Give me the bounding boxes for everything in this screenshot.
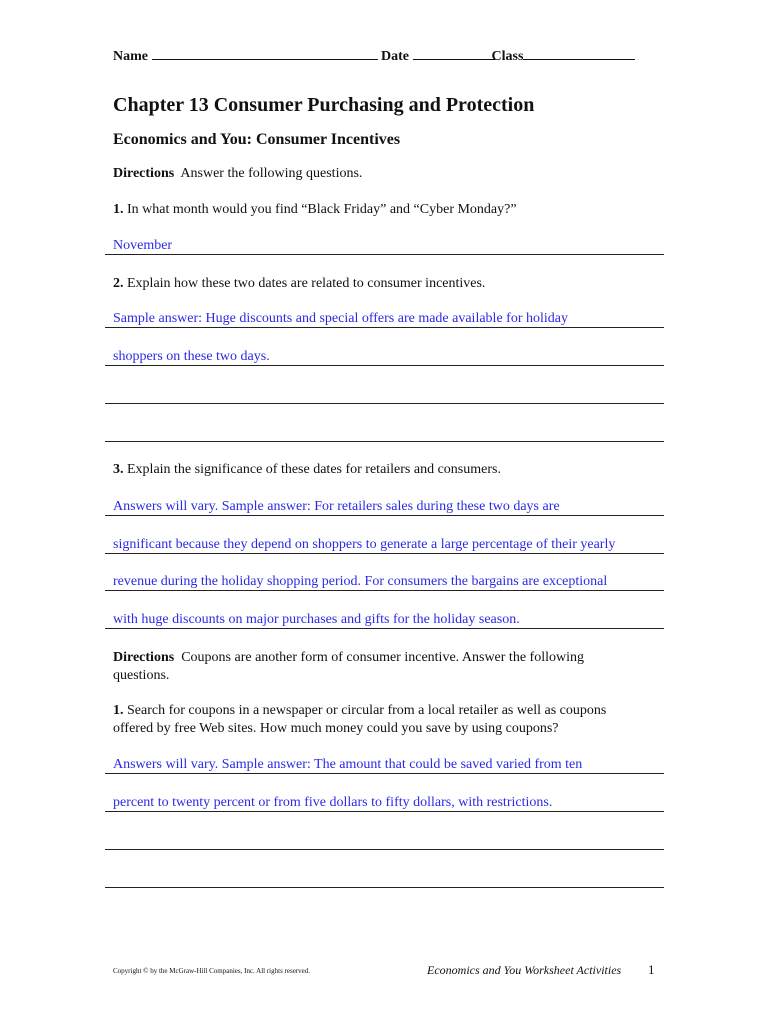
answer-line[interactable] <box>105 811 664 812</box>
question-2 <box>113 275 638 293</box>
question-3 <box>113 461 638 479</box>
page-number: 1 <box>648 962 655 977</box>
answer-line[interactable] <box>105 254 664 255</box>
answer-line-text: revenue during the holiday shopping period. For consumers the bargains are exceptional <box>113 574 608 589</box>
date-blank[interactable] <box>413 47 495 60</box>
directions-text: Coupons are another form of consumer incentive. Answer the following questions. <box>113 650 584 683</box>
answer-line[interactable] <box>105 773 664 774</box>
page-title: Chapter 13 Consumer Purchasing and Protection <box>113 94 535 116</box>
question-text: Explain the significance of these dates for retailers and consumers. <box>127 462 501 477</box>
answer-line[interactable] <box>105 403 664 404</box>
question-number: 1. <box>113 703 124 718</box>
answer-line-text: significant because they depend on shoppers to generate a large percentage of their yearly <box>113 537 616 552</box>
name-label: Name <box>113 49 148 64</box>
directions-text: Answer the following questions. <box>180 166 363 181</box>
answer-line-text: percent to twenty percent or from five dollars to fifty dollars, with restrictions. <box>113 795 553 810</box>
answer-line[interactable] <box>105 441 664 442</box>
date-label: Date <box>381 49 409 64</box>
question-number: 3. <box>113 462 124 477</box>
footer-title: Economics and You Worksheet Activities <box>427 963 622 977</box>
directions-label: Directions <box>113 650 175 665</box>
question-number: 1. <box>113 202 124 217</box>
directions-label: Directions <box>113 166 175 181</box>
name-blank[interactable] <box>152 47 378 60</box>
question-1 <box>113 201 638 219</box>
answer-line-text: shoppers on these two days. <box>113 349 270 364</box>
student-info-header <box>113 47 635 65</box>
question-text: Explain how these two dates are related to consumer incentives. <box>127 276 486 291</box>
directions-2 <box>113 649 638 685</box>
answer-line[interactable] <box>105 327 664 328</box>
coupon-question-1 <box>113 702 638 738</box>
answer-line-text: Sample answer: Huge discounts and special offers are made available for holiday <box>113 311 568 326</box>
class-label: Class <box>491 49 524 64</box>
answer-line-text: Answers will vary. Sample answer: The amount that could be saved varied from ten <box>113 757 583 772</box>
class-blank[interactable] <box>523 47 635 60</box>
question-text: In what month would you find “Black Friday” and “Cyber Monday?” <box>127 202 517 217</box>
page-subtitle: Economics and You: Consumer Incentives <box>113 131 401 148</box>
answer-line[interactable] <box>105 849 664 850</box>
directions-1 <box>113 165 638 183</box>
question-number: 2. <box>113 276 124 291</box>
answer-line[interactable] <box>105 887 664 888</box>
answer-line[interactable] <box>105 590 664 591</box>
answer-line-text: November <box>113 238 173 253</box>
answer-line-text: with huge discounts on major purchases and gifts for the holiday season. <box>113 612 520 627</box>
answer-line[interactable] <box>105 628 664 629</box>
answer-line[interactable] <box>105 553 664 554</box>
answer-line[interactable] <box>105 365 664 366</box>
answer-line-text: Answers will vary. Sample answer: For retailers sales during these two days are <box>113 499 560 514</box>
copyright-notice: Copyright © by the McGraw-Hill Companies, Inc. All rights reserved. <box>113 967 311 975</box>
question-text: Search for coupons in a newspaper or circular from a local retailer as well as coupons offered by free Web sites. How much money could you save by using coupons? <box>113 703 607 736</box>
answer-line[interactable] <box>105 515 664 516</box>
